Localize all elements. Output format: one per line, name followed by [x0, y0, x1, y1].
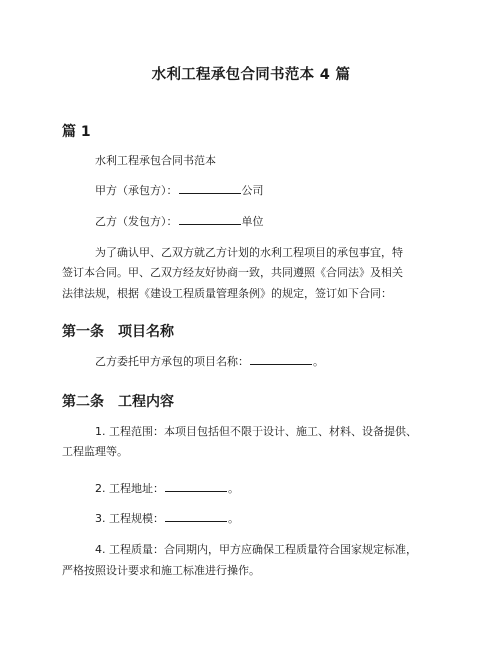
item-4-line-2: 严格按照设计要求和施工标准进行操作。: [62, 564, 260, 577]
party-b-line: [95, 212, 264, 232]
contract-subtitle: 水利工程承包合同书范本: [95, 154, 216, 167]
project-scale-blank: [165, 509, 227, 522]
party-a-label: 甲方（承包方）：: [95, 184, 178, 197]
part-heading: 篇 1: [62, 124, 91, 140]
party-a-blank: [179, 181, 241, 194]
party-a-line: [95, 181, 264, 201]
document-title: 水利工程承包合同书范本 4 篇: [151, 67, 351, 83]
project-scale-label: 3. 工程规模：: [95, 512, 164, 525]
item-3-line: [95, 509, 239, 529]
article-2-heading: 第二条 工程内容: [62, 394, 174, 410]
party-b-label: 乙方（发包方）：: [95, 215, 178, 228]
article-1-text: [95, 352, 324, 372]
party-b-suffix: 单位: [241, 215, 264, 228]
item-4-line-1: 4. 工程质量：合同期内，甲方应确保工程质量符合国家规定标准，: [95, 543, 417, 556]
site-address-suffix: 。: [228, 482, 239, 495]
project-scale-suffix: 。: [228, 512, 239, 525]
item-2-line: [95, 479, 239, 499]
article-1-heading: 第一条 项目名称: [62, 324, 174, 340]
item-1-line-1: 1. 工程范围：本项目包括但不限于设计、施工、材料、设备提供、: [95, 425, 417, 438]
intro-line-1: 为了确认甲、乙双方就乙方计划的水利工程项目的承包事宜，特: [95, 246, 403, 259]
party-a-suffix: 公司: [241, 184, 264, 197]
intro-line-2: 签订本合同。甲、乙双方经友好协商一致，共同遵照《合同法》及相关: [62, 266, 403, 279]
item-1-line-2: 工程监理等。: [62, 445, 128, 458]
site-address-blank: [165, 479, 227, 492]
intro-line-3: 法律法规，根据《建设工程质量管理条例》的规定，签订如下合同：: [62, 287, 392, 300]
project-name-suffix: 。: [313, 355, 324, 368]
party-b-blank: [179, 212, 241, 225]
project-name-blank: [250, 352, 312, 365]
site-address-label: 2. 工程地址：: [95, 482, 164, 495]
project-name-label: 乙方委托甲方承包的项目名称：: [95, 355, 249, 368]
